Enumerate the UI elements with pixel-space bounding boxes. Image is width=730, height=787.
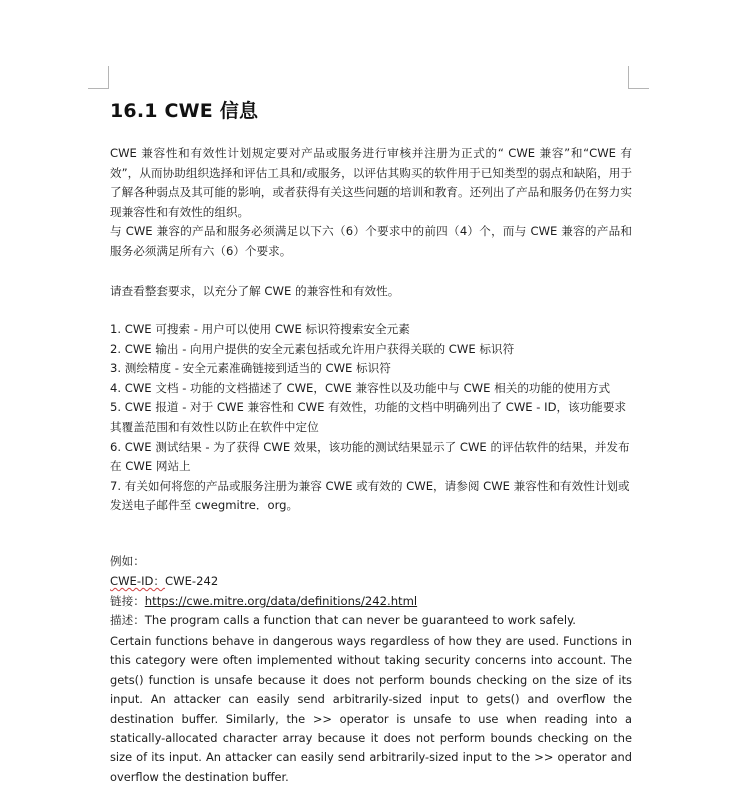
intro-paragraph-2: 与 CWE 兼容的产品和服务必须满足以下六（6）个要求中的前四（4）个，而与 CWE 兼容的产品和服务必须满足所有六（6）个要求。: [110, 224, 632, 258]
link-label: 链接：: [110, 593, 145, 608]
intro-block: [110, 144, 632, 262]
list-item: 4. CWE 文档 - 功能的文档描述了 CWE，CWE 兼容性以及功能中与 CWE 相关的功能的使用方式: [110, 380, 611, 395]
extended-description: [110, 632, 632, 787]
description-label: 描述：: [110, 613, 145, 628]
section-title: 16.1 CWE 信息: [110, 100, 259, 122]
description-row: [110, 611, 632, 631]
list-item: 2. CWE 输出 - 向用户提供的安全元素包括或允许用户获得关联的 CWE 标识符: [110, 341, 515, 356]
crop-mark-right: [628, 66, 649, 89]
definition-link[interactable]: https://cwe.mitre.org/data/definitions/242.html: [144, 593, 418, 608]
link-row: [110, 592, 632, 612]
extended-description-text: Certain functions behave in dangerous ways regardless of how they are used. Functions in this category were often implemented without taking security concerns into account. The gets() function is unsafe because it does not perform bounds checking on the size of its input. An attacker can easily send arbitrarily-sized input to gets() and overflow the destination buffer. Similarly, the >> operator is unsafe to use when reading into a statically-allocated character array because it does not perform bounds checking on the size of its input. An attacker can easily send arbitrarily-sized input to the >> operator and overflow the destination buffer.: [110, 634, 632, 784]
requirements-list: [110, 320, 632, 516]
cwe-id-label: CWE-ID：: [110, 574, 166, 588]
list-item: 5. CWE 报道 - 对于 CWE 兼容性和 CWE 有效性，功能的文档中明确列出了 CWE - ID，该功能要求其覆盖范围和有效性以防止在软件中定位: [110, 400, 627, 434]
cwe-id-value: CWE-242: [165, 574, 219, 588]
requirements-note-text: 请查看整套要求，以充分了解 CWE 的兼容性和有效性。: [110, 284, 400, 298]
list-item: 1. CWE 可搜索 - 用户可以使用 CWE 标识符搜索安全元素: [110, 322, 410, 336]
crop-mark-left: [88, 66, 109, 89]
list-item: 3. 测绘精度 - 安全元素准确链接到适当的 CWE 标识符: [110, 361, 391, 376]
list-item: 7. 有关如何将您的产品或服务注册为兼容 CWE 或有效的 CWE，请参阅 CWE 兼容性和有效性计划或发送电子邮件至 cwegmitre．org。: [110, 478, 630, 513]
cwe-id-row: [110, 572, 632, 592]
intro-paragraph-1: CWE 兼容性和有效性计划规定要对产品或服务进行审核并注册为正式的“ CWE 兼容”和“CWE 有效”，从而协助组织选择和评估工具和/或服务，以评估其购买的软件用于已知类型的弱点和缺陷，用于了解各种弱点及其可能的影响，或者获得有关这些问题的培训和教育。还列出了产品和服务仍在努力实现兼容性和有效性的组织。: [110, 146, 632, 219]
requirements-note: [110, 282, 632, 302]
example-heading-block: [110, 552, 632, 572]
list-item: 6. CWE 测试结果 - 为了获得 CWE 效果，该功能的测试结果显示了 CWE 的评估软件的结果，并发布在 CWE 网站上: [110, 439, 630, 474]
example-fields: [110, 572, 632, 631]
description-value: The program calls a function that can never be guaranteed to work safely.: [144, 613, 576, 628]
example-heading: 例如：: [110, 554, 145, 568]
